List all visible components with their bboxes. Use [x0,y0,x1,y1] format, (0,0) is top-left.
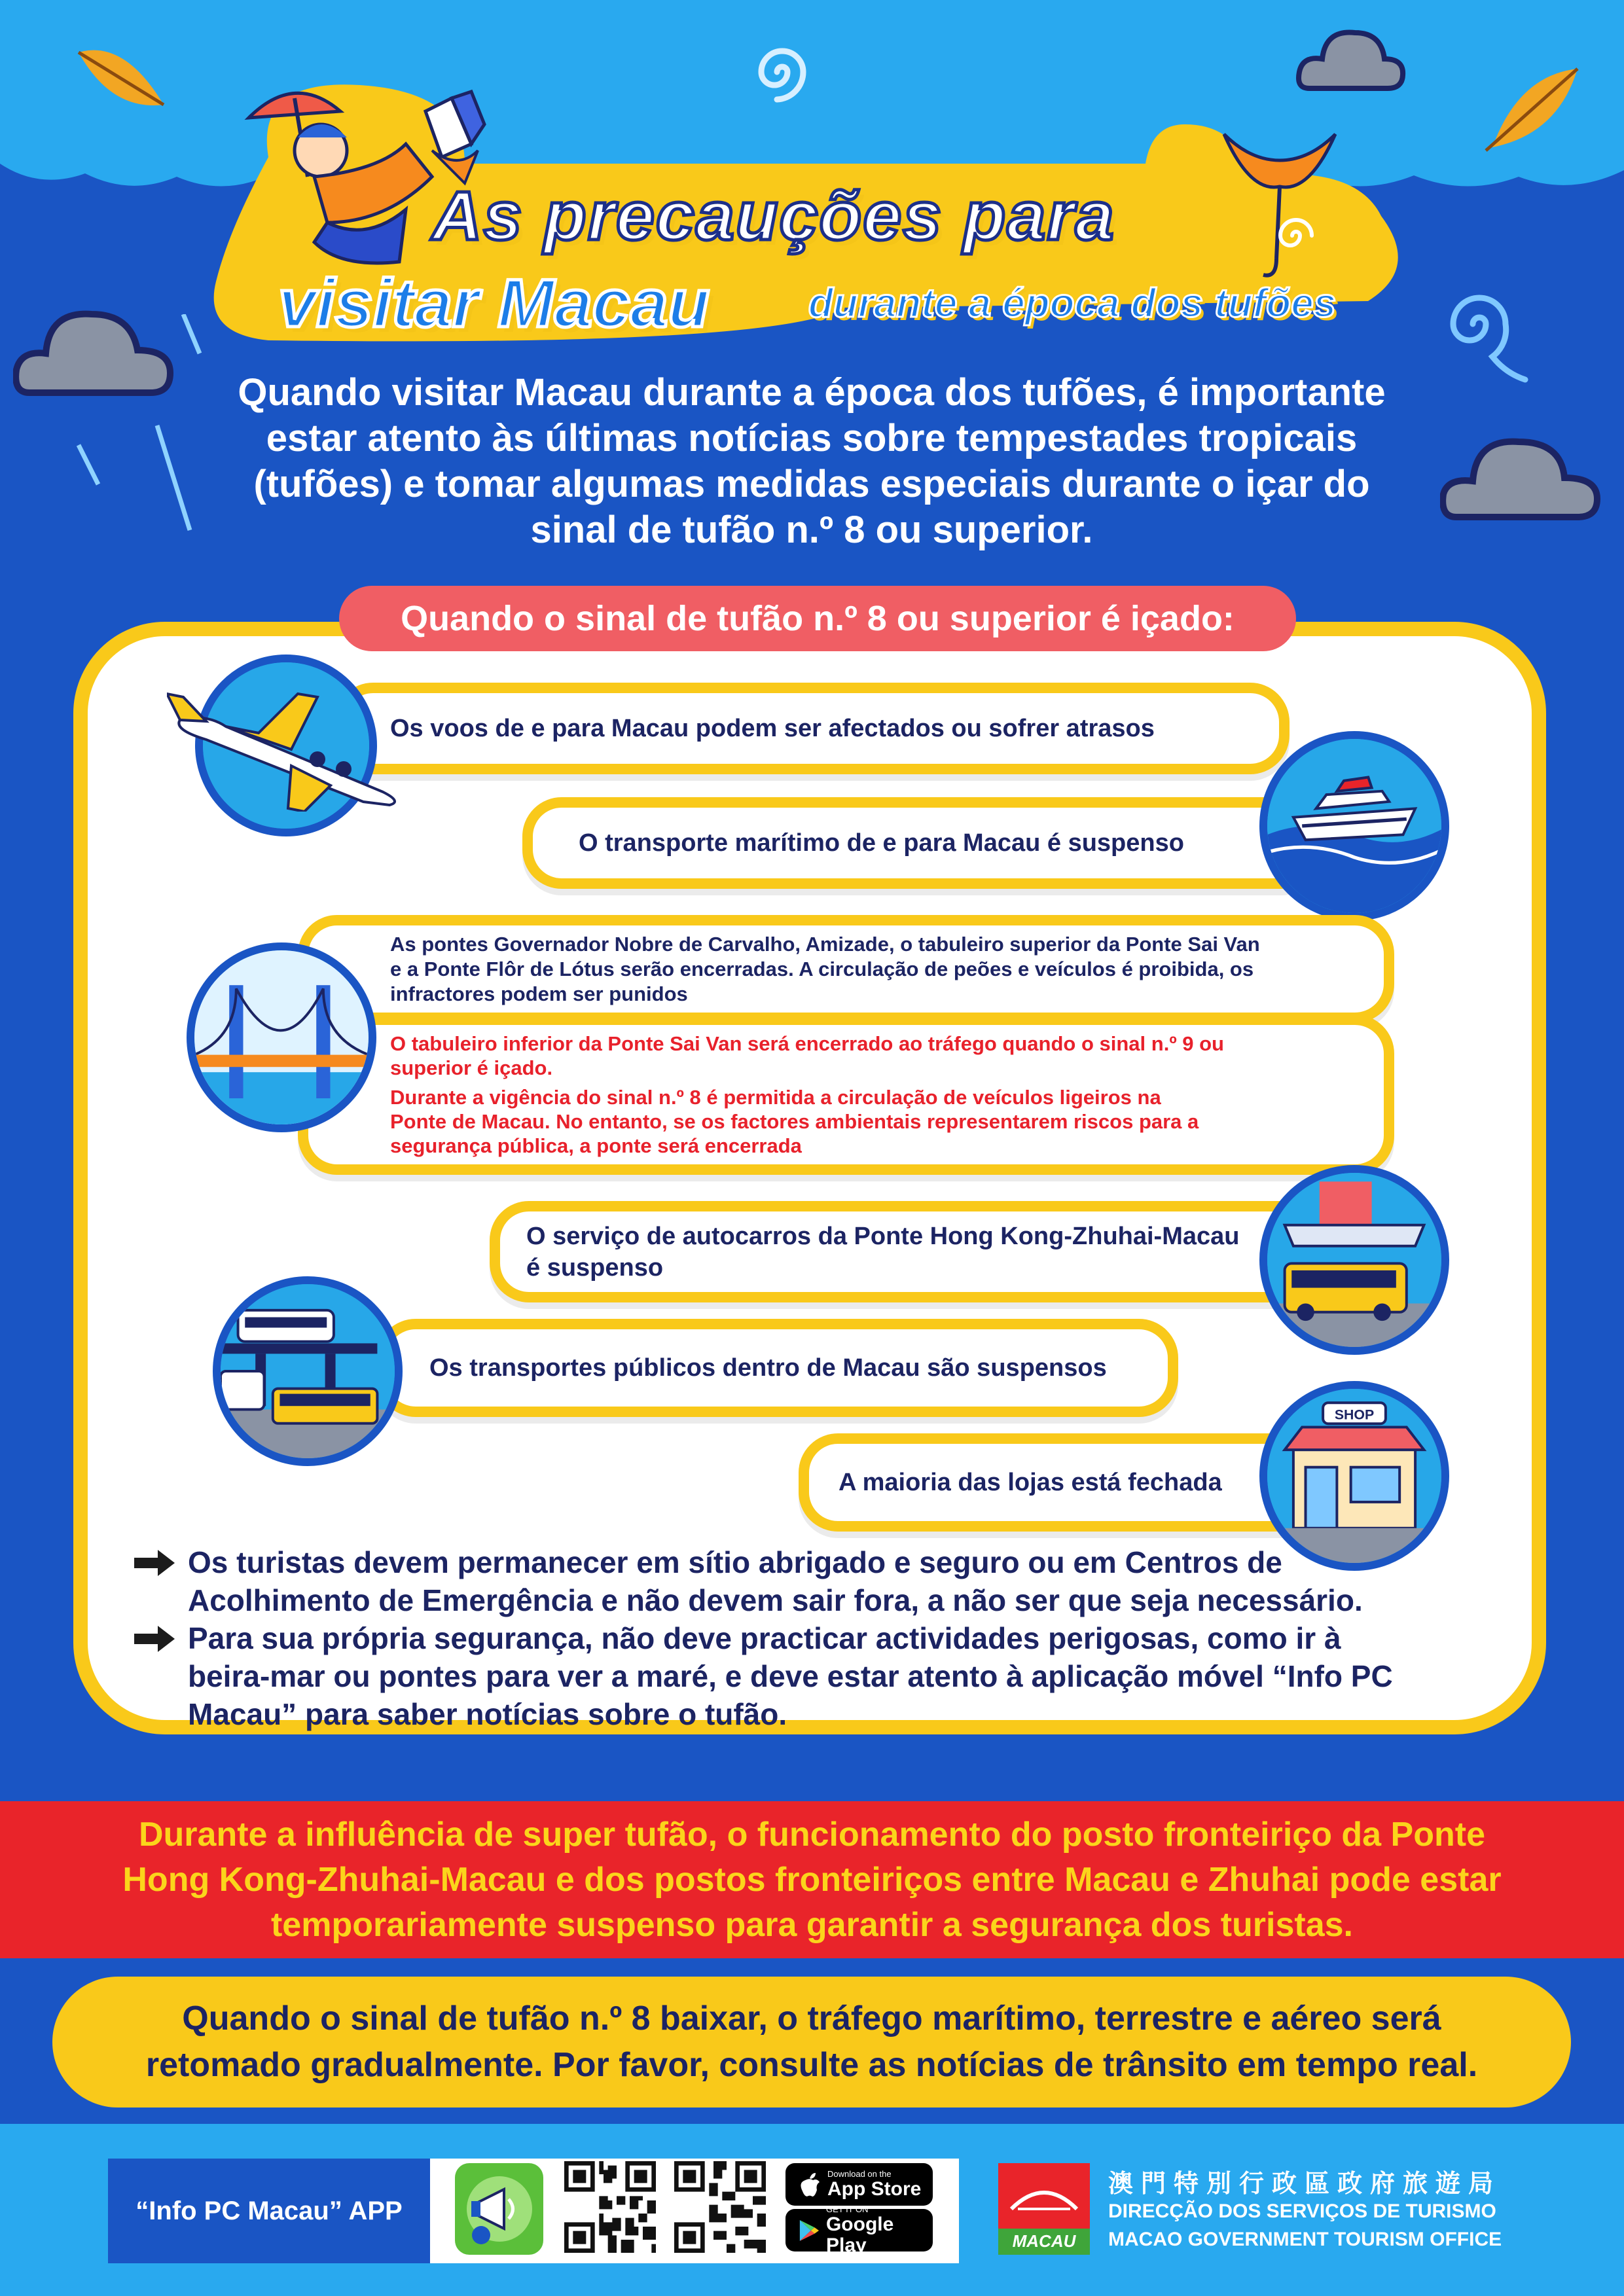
item-macau-bridge-text: segurança pública, a ponte será encerrada [390,1134,802,1157]
logo-text: MACAU [1012,2231,1076,2251]
arrow-right-icon [134,1626,175,1652]
item-bridges-text: e a Ponte Flôr de Lótus serão encerradas. A circulação de peões e veículos é proibida, os [390,957,1254,980]
train-bus-icon [213,1276,403,1466]
item-shops-text: A maioria das lojas está fechada [839,1468,1222,1496]
google-play-small-text: GET IT ON [825,2204,869,2214]
warning-line: Durante a influência de super tufão, o funcionamento do posto fronteiriço da Ponte [138,1815,1485,1854]
apple-icon [799,2172,821,2198]
intro-line: Quando visitar Macau durante a época dos tufões, é importante [238,371,1386,414]
arrow-right-icon [134,1550,175,1576]
item-hzmb-bus-text: é suspenso [526,1253,664,1282]
bridge-icon [187,942,376,1132]
item-public-transport [376,1319,1178,1417]
resume-line: retomado gradualmente. Por favor, consulte as notícias de trânsito em tempo real. [145,2046,1478,2084]
title-line-3: durante a época dos tufões [808,281,1337,326]
item-maritime [522,797,1321,889]
item-macau-bridge-text: Ponte de Macau. No entanto, se os factores ambientais representarem riscos para a [390,1110,1199,1133]
office-name-pt: DIRECÇÃO DOS SERVIÇOS DE TURISMO [1108,2200,1496,2222]
signal-header: Quando o sinal de tufão n.º 8 ou superior é içado: [339,586,1296,651]
app-store-small-text: Download on the [827,2169,892,2179]
office-name-en: MACAO GOVERNMENT TOURISM OFFICE [1108,2229,1502,2250]
bullet-note [134,1543,1411,1619]
intro-line: estar atento às últimas notícias sobre tempestades tropicais [266,417,1358,459]
qr-code-icon[interactable] [674,2161,766,2253]
item-sai-van-text: O tabuleiro inferior da Ponte Sai Van será encerrado ao tráfego quando o sinal n.º 9 ou [390,1032,1224,1055]
title-line-2: visitar Macau [278,266,710,342]
google-play-text: Google Play [825,2214,894,2256]
super-typhoon-warning [0,1801,1624,1958]
google-play-icon [799,2218,820,2243]
bullet-line: Macau” para saber notícias sobre o tufão. [188,1697,787,1731]
item-bridges-text: infractores podem ser punidos [390,982,688,1005]
item-bridges [298,915,1394,1023]
item-flights-text: Os voos de e para Macau podem ser afectados ou sofrer atrasos [390,714,1155,742]
warning-line: Hong Kong-Zhuhai-Macau e dos postos fronteiriços entre Macau e Zhuhai pode estar [122,1860,1502,1899]
traffic-resume-notice [52,1977,1571,2108]
resume-line: Quando o sinal de tufão n.º 8 baixar, o tráfego marítimo, terrestre e aéreo será [182,2000,1441,2037]
qr-code-icon[interactable] [564,2161,656,2253]
office-name-cn: 澳門特別行政區政府旅遊局 [1108,2170,1502,2198]
leaf-icon [1479,62,1584,154]
bus-station-icon [1259,1165,1449,1355]
intro-text [131,370,1492,553]
app-store-text: App Store [827,2178,922,2200]
item-public-transport-text: Os transportes públicos dentro de Macau são suspensos [429,1354,1107,1382]
mgto-logo [998,2163,1090,2255]
bullet-line: Os turistas devem permanecer em sítio abrigado e seguro ou em Centros de [188,1545,1282,1579]
bullet-line: Acolhimento de Emergência e não devem sair fora, a não ser que seja necessário. [188,1583,1363,1617]
warning-line: temporariamente suspenso para garantir a segurança dos turistas. [270,1905,1353,1944]
item-macau-bridge-text: Durante a vigência do sinal n.º 8 é permitida a circulação de veículos ligeiros na [390,1086,1161,1109]
item-sai-van [298,1014,1394,1175]
bullet-line: beira-mar ou pontes para ver a maré, e deve estar atento à aplicação móvel “Info PC [188,1659,1393,1693]
megaphone-app-icon[interactable] [455,2163,543,2255]
app-store-button[interactable] [785,2163,933,2206]
item-hzmb-bus [490,1201,1321,1302]
app-label: “Info PC Macau” APP [108,2159,430,2263]
shop-sign: SHOP [1334,1407,1375,1423]
title-line-1: As precauções para [432,177,1115,255]
airplane-illustration [167,681,409,812]
intro-line: sinal de tufão n.º 8 ou superior. [530,509,1093,551]
google-play-button[interactable] [785,2204,933,2256]
leaf-icon [72,39,170,118]
broken-umbrella-icon [1211,121,1348,285]
intro-line: (tufões) e tomar algumas medidas especiais durante o içar do [253,463,1370,505]
item-maritime-text: O transporte marítimo de e para Macau é suspenso [579,829,1184,857]
bullet-notes [134,1543,1411,1733]
item-bridges-text: As pontes Governador Nobre de Carvalho, Amizade, o tabuleiro superior da Ponte Sai Van [390,932,1260,956]
bullet-note [134,1619,1411,1733]
ferry-icon [1259,731,1449,921]
shop-icon [1259,1381,1449,1571]
item-flights [334,683,1290,774]
item-hzmb-bus-text: O serviço de autocarros da Ponte Hong Kong-Zhuhai-Macau [526,1222,1240,1250]
item-sai-van-text: superior é içado. [390,1056,553,1079]
bullet-line: Para sua própria segurança, não deve practicar actividades perigosas, como ir à [188,1621,1341,1655]
item-shops [799,1433,1321,1532]
